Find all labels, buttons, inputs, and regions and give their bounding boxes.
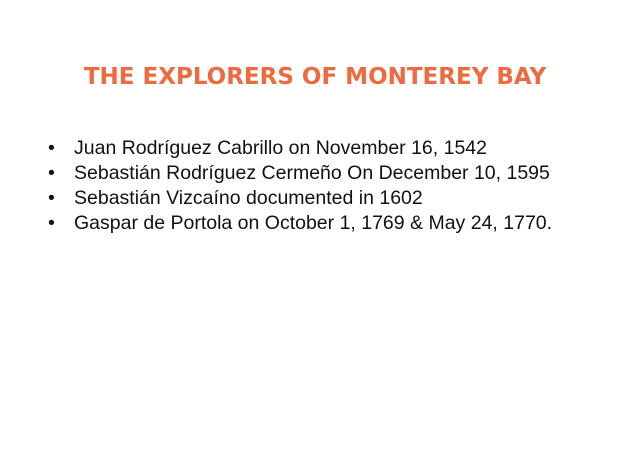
slide-title: THE EXPLORERS OF MONTEREY BAY <box>83 64 547 90</box>
bullet-icon: • <box>48 212 55 234</box>
bullet-icon: • <box>48 162 55 184</box>
bullet-text: Juan Rodríguez Cabrillo on November 16, 1542 <box>74 137 487 159</box>
bullet-list <box>48 136 588 236</box>
bullet-item <box>48 211 588 236</box>
bullet-icon: • <box>48 187 55 209</box>
bullet-text: Gaspar de Portola on October 1, 1769 & May 24, 1770. <box>74 212 553 234</box>
bullet-item <box>48 136 588 161</box>
bullet-text: Sebastián Vizcaíno documented in 1602 <box>74 187 423 209</box>
bullet-item <box>48 161 588 186</box>
bullet-icon: • <box>48 137 55 159</box>
bullet-text: Sebastián Rodríguez Cermeño On December 10, 1595 <box>74 162 550 184</box>
bullet-item <box>48 186 588 211</box>
